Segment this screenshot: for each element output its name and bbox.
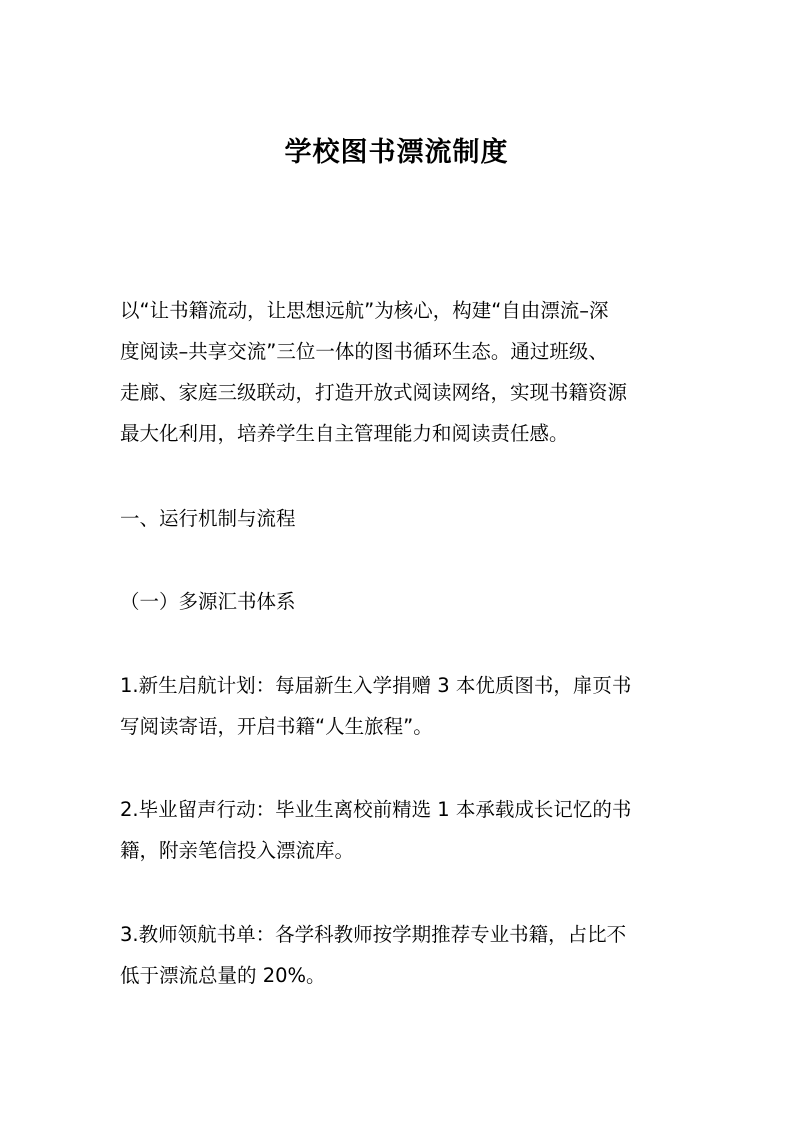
list-item [120, 789, 680, 871]
intro-paragraph [120, 290, 680, 454]
list-item [120, 665, 680, 747]
text-line: 度阅读–共享交流”三位一体的图书循环生态。通过班级、 [120, 340, 608, 363]
section-heading [120, 498, 680, 539]
text-line: 走廊、家庭三级联动，打造开放式阅读网络，实现书籍资源 [120, 381, 628, 404]
text-line: 1.新生启航计划：每届新生入学捐赠 3 本优质图书，扉页书 [120, 674, 632, 697]
document-title: 学校图书漂流制度 [284, 137, 509, 168]
text-line: 以“让书籍流动，让思想远航”为核心，构建“自由漂流–深 [120, 299, 609, 322]
text-line: 低于漂流总量的 20%。 [120, 964, 326, 987]
text-line: 籍，附亲笔信投入漂流库。 [120, 839, 355, 862]
text-line: 2.毕业留声行动：毕业生离校前精选 1 本承载成长记忆的书 [120, 798, 632, 821]
section-heading-text: 一、运行机制与流程 [120, 507, 296, 530]
list-item [120, 914, 680, 996]
text-line: 写阅读寄语，开启书籍“人生旅程”。 [120, 715, 433, 738]
subsection-heading-text: （一）多源汇书体系 [120, 590, 296, 613]
text-line: 最大化利用，培养学生自主管理能力和阅读责任感。 [120, 422, 569, 445]
text-line: 3.教师领航书单：各学科教师按学期推荐专业书籍，占比不 [120, 923, 627, 946]
subsection-heading [120, 581, 680, 622]
